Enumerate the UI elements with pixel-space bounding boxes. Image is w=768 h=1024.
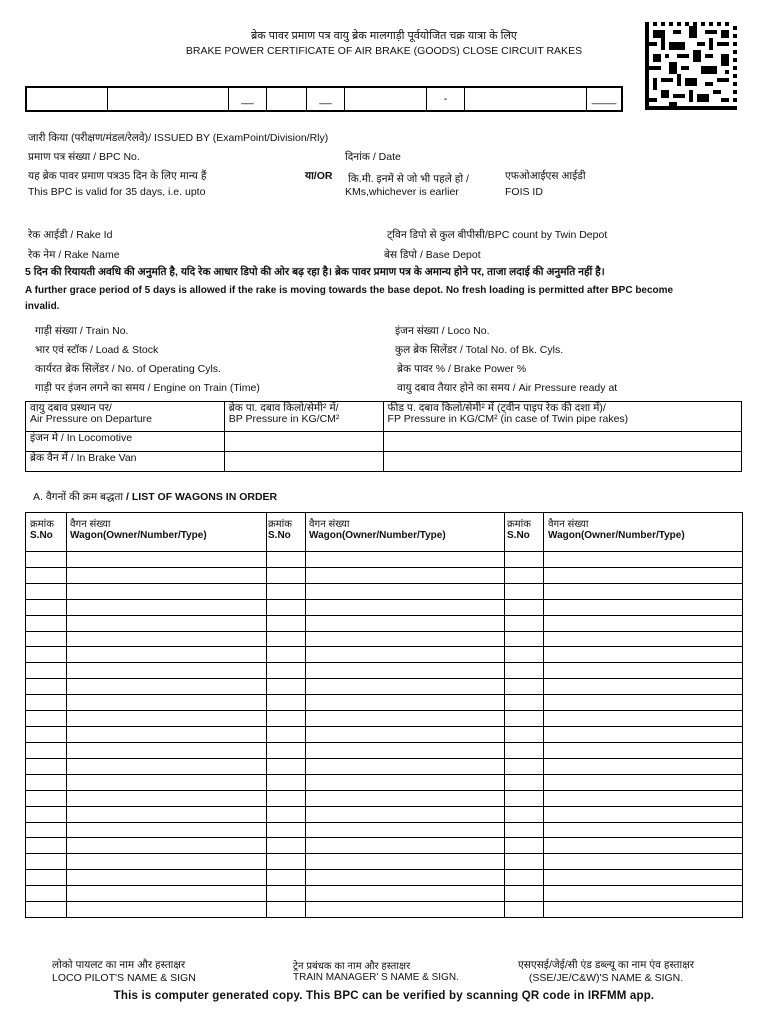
top-dash-2: __ — [319, 93, 332, 105]
grid-row-line — [26, 869, 742, 870]
grid-row-line — [26, 599, 742, 600]
loco-pilot-sign-hi: लोको पायलट का नाम और हस्ताक्षर — [52, 959, 186, 971]
grid-row-line — [26, 694, 742, 695]
fois-id-label: FOIS ID — [505, 186, 543, 198]
pressure-header-3-en: FP Pressure in KG/CM² (in case of Twin pipe rakes) — [387, 413, 629, 425]
top-cell-6[interactable] — [344, 88, 426, 110]
sno-header-1 — [30, 520, 54, 541]
van-bp-cell[interactable] — [224, 452, 383, 472]
grid-row-line — [26, 567, 742, 568]
grid-row-line — [26, 615, 742, 616]
sno-header-2 — [268, 520, 292, 541]
rake-id-label: रेक आईडी / Rake Id — [28, 229, 113, 241]
sno-header-3-hi: क्रमांक — [507, 519, 531, 530]
grace-english-1: A further grace period of 5 days is allowed if the rake is moving towards the base depot. No fresh loading is permitted after BPC become — [25, 285, 674, 296]
wagon-header-2 — [309, 520, 446, 541]
sno-header-1-hi: क्रमांक — [30, 519, 54, 530]
total-cyls-label: कुल ब्रेक सिलेंडर / Total No. of Bk. Cyls. — [395, 344, 564, 356]
in-brake-van-label: ब्रेक वैन में / In Brake Van — [26, 452, 225, 472]
grid-column-line — [66, 513, 67, 917]
grid-column-line — [266, 513, 267, 917]
top-cell-5[interactable] — [306, 88, 344, 110]
sse-sign-hi: एसएसई/जेई/सी एंड डब्ल्यू का नाम एंव हस्ताक्षर — [518, 959, 695, 971]
top-cell-8[interactable] — [464, 88, 586, 110]
wagon-header-3-en: Wagon(Owner/Number/Type) — [548, 529, 685, 541]
grid-row-line — [26, 901, 742, 902]
grid-row-line — [26, 710, 742, 711]
rake-name-label: रेक नेम / Rake Name — [28, 249, 120, 261]
qr-code-icon — [645, 22, 737, 110]
wagon-header-1-hi: वैगन संख्या — [70, 519, 111, 530]
train-no-label: गाड़ी संख्या / Train No. — [35, 325, 129, 337]
date-label: दिनांक / Date — [345, 151, 401, 163]
train-manager-sign — [293, 958, 459, 983]
top-dash-3: - — [443, 93, 448, 105]
grid-column-line — [543, 513, 544, 917]
pressure-header-fp — [383, 402, 741, 432]
valid-days-english: This BPC is valid for 35 days, i.e. upto — [28, 186, 206, 198]
grid-row-line — [26, 885, 742, 886]
wagon-header-3-hi: वैगन संख्या — [548, 519, 589, 530]
top-cell-2[interactable] — [107, 88, 228, 110]
pressure-header-1-en: Air Pressure on Departure — [30, 413, 152, 425]
pressure-header-departure — [26, 402, 225, 432]
grace-english-2: invalid. — [25, 301, 60, 312]
top-cell-9[interactable] — [586, 88, 621, 110]
load-stock-label: भार एवं स्टॉक / Load & Stock — [35, 344, 159, 356]
pressure-header-3-hi: फीड प. दबाव किलो/सेमी² में (ट्वीन पाइप रेक की दशा में)/ — [387, 402, 606, 414]
sno-header-2-hi: क्रमांक — [268, 519, 292, 530]
grid-row-line — [26, 774, 742, 775]
air-ready-label: वायु दबाव तैयार होने का समय / Air Pressure ready at — [397, 382, 618, 394]
pressure-header-2-en: BP Pressure in KG/CM² — [228, 413, 340, 425]
wagon-list-title — [33, 490, 277, 504]
wagon-title-hi: A. वैगनों की क्रम बद्धता — [33, 491, 124, 503]
brake-power-label: ब्रेक पावर % / Brake Power % — [397, 363, 527, 375]
loco-no-label: इंजन संख्या / Loco No. — [395, 325, 490, 337]
grid-column-line — [504, 513, 505, 917]
top-dash-4: ____ — [591, 93, 617, 105]
top-form-grid — [25, 86, 623, 112]
fois-hindi: एफओआईएस आईडी — [505, 170, 586, 182]
wagon-header-1-en: Wagon(Owner/Number/Type) — [70, 529, 207, 541]
sse-sign — [518, 958, 694, 984]
km-english: KMs,whichever is earlier — [345, 186, 459, 198]
wagon-header-3 — [548, 520, 685, 541]
grid-row-line — [26, 822, 742, 823]
sno-header-3 — [507, 520, 531, 541]
grid-row-line — [26, 646, 742, 647]
pressure-header-2-hi: ब्रेक पा. दबाव किलो/सेमी² में/ — [228, 402, 339, 414]
title-hindi: ब्रेक पावर प्रमाण पत्र वायु ब्रेक मालगाड़ी पूर्वयोजित चक्र यात्रा के लिए — [250, 30, 518, 42]
wagon-header-2-en: Wagon(Owner/Number/Type) — [309, 529, 446, 541]
top-dash-1: __ — [241, 93, 254, 105]
grid-row-line — [26, 790, 742, 791]
grid-row-line — [26, 583, 742, 584]
train-manager-sign-en: TRAIN MANAGER' S NAME & SIGN. — [293, 972, 459, 983]
in-locomotive-label: इंजन मे / In Locomotive — [26, 432, 225, 452]
km-hindi: कि.मी. इनमें से जो भी पहले हो / — [348, 173, 469, 185]
grid-row-line — [26, 837, 742, 838]
issued-by-label: जारी किया (परीक्षण/मंडल/रेलवे)/ ISSUED BY (ExamPoint/Division/Rly) — [28, 132, 329, 144]
twin-depot-label: ट्विन डिपो से कुल बीपीसी/BPC count by Twin Depot — [387, 229, 608, 241]
top-cell-7[interactable] — [426, 88, 464, 110]
grid-row-line — [26, 758, 742, 759]
verification-footer: This is computer generated copy. This BPC can be verified by scanning QR code in IRFMM app. — [113, 990, 655, 1002]
grid-column-line — [305, 513, 306, 917]
grid-row-line — [26, 678, 742, 679]
sno-header-3-en: S.No — [507, 529, 530, 541]
van-fp-cell[interactable] — [383, 452, 741, 472]
wagon-header-2-hi: वैगन संख्या — [309, 519, 350, 530]
engine-time-label: गाड़ी पर इंजन लगने का समय / Engine on Train (Time) — [35, 382, 260, 394]
loco-pilot-sign-en: LOCO PILOT'S NAME & SIGN — [52, 972, 196, 984]
grid-row-line — [26, 853, 742, 854]
sno-header-1-en: S.No — [30, 529, 53, 541]
grid-row-line — [26, 631, 742, 632]
wagon-title-en: / LIST OF WAGONS IN ORDER — [126, 491, 278, 503]
top-cell-1[interactable] — [27, 88, 107, 110]
top-cell-3[interactable] — [228, 88, 266, 110]
pressure-header-1-hi: वायु दबाव प्रस्थान पर/ — [30, 402, 112, 414]
wagon-list-grid — [25, 512, 743, 918]
bpc-no-label: प्रमाण पत्र संख्या / BPC No. — [28, 151, 140, 163]
grid-row-line — [26, 726, 742, 727]
wagon-header-1 — [70, 520, 207, 541]
pressure-header-bp — [224, 402, 383, 432]
air-pressure-table — [25, 401, 742, 472]
sse-sign-en: (SSE/JE/C&W)'S NAME & SIGN. — [528, 972, 684, 984]
grace-hindi: 5 दिन की रियायती अवधि की अनुमति है, यदि रेक आधार डिपो की ओर बढ़ रहा है। ब्रेक पावर प्रमाण पत्र के अमान्य होने पर, ताजा लदाई की अनुमति नहीं है। — [25, 266, 605, 278]
grid-row-line — [26, 806, 742, 807]
grid-row-line — [26, 742, 742, 743]
grid-row-line — [26, 662, 742, 663]
title-english: BRAKE POWER CERTIFICATE OF AIR BRAKE (GOODS) CLOSE CIRCUIT RAKES — [185, 45, 583, 57]
valid-days-hindi: यह ब्रेक पावर प्रमाण पत्र35 दिन के लिए मान्य हैं — [28, 170, 207, 182]
top-cell-4[interactable] — [266, 88, 306, 110]
loco-pilot-sign — [52, 958, 196, 984]
or-label: या/OR — [305, 170, 333, 182]
loco-fp-cell[interactable] — [383, 432, 741, 452]
base-depot-label: बेस डिपो / Base Depot — [384, 249, 481, 261]
sno-header-2-en: S.No — [268, 529, 291, 541]
train-manager-sign-hi: ट्रेन प्रबंधक का नाम और हस्ताक्षर — [293, 961, 411, 972]
grid-row-line — [26, 551, 742, 552]
loco-bp-cell[interactable] — [224, 432, 383, 452]
operating-cyls-label: कार्यरत ब्रेक सिलेंडर / No. of Operating Cyls. — [35, 363, 221, 375]
